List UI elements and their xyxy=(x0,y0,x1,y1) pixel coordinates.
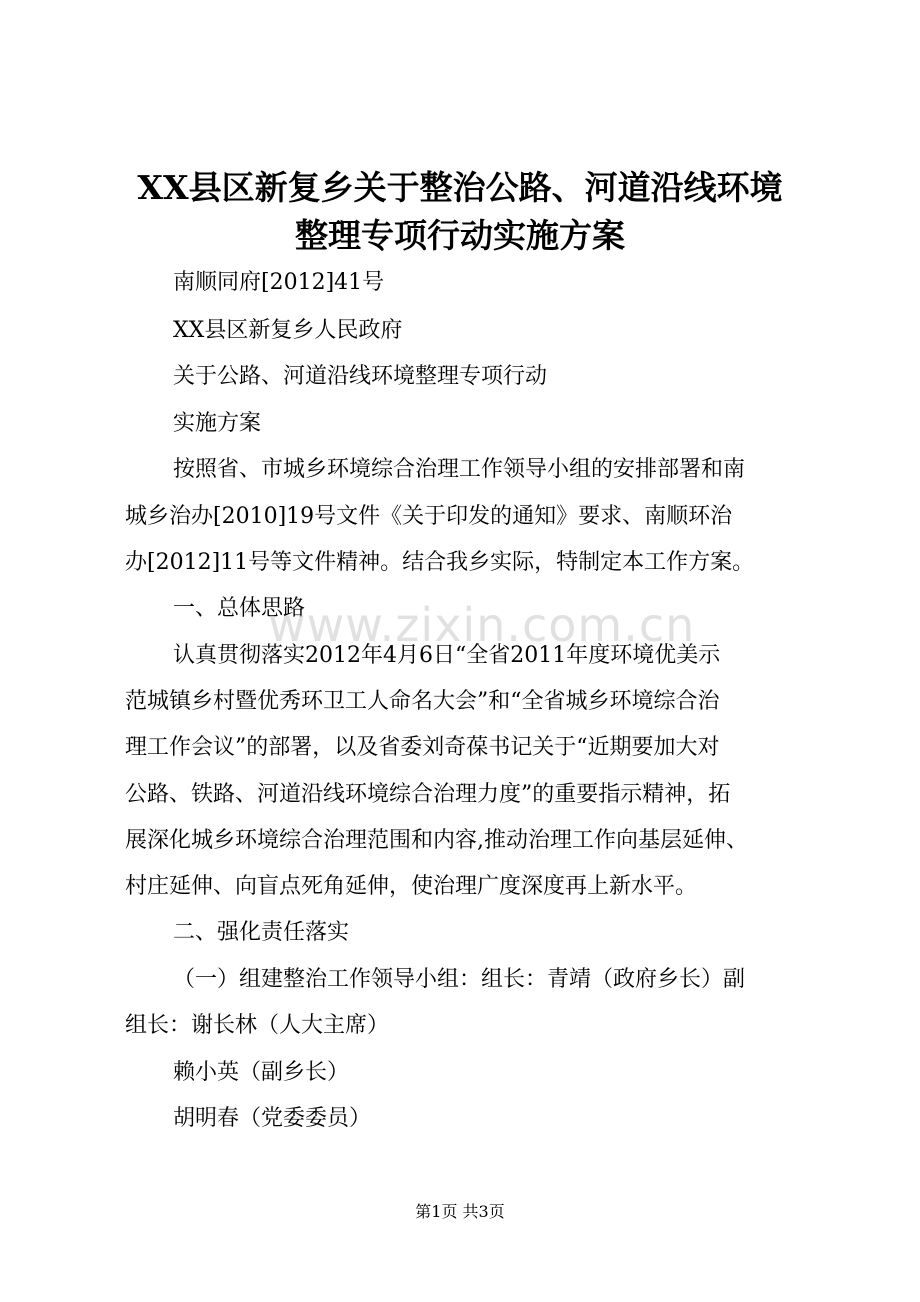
subject-line-2: 实施方案 xyxy=(173,411,262,436)
paragraph-line: （一）组建整治工作领导小组：组长：青靖（政府乡长）副 xyxy=(173,967,746,992)
member-line: 赖小英（副乡长） xyxy=(173,1060,350,1085)
page-footer: 第1页 共3页 xyxy=(415,1202,505,1221)
document-title-line-2: 整理专项行动实施方案 xyxy=(295,216,625,255)
paragraph-line: 认真贯彻落实2012年4月6日“全省2011年度环境优美示 xyxy=(173,643,721,668)
paragraph-line: 展深化城乡环境综合治理范围和内容,推动治理工作向基层延伸、 xyxy=(125,828,748,853)
watermark: www.zixin.com.cn xyxy=(268,598,696,652)
paragraph-line: 组长：谢长林（人大主席） xyxy=(125,1013,390,1038)
document-number: 南顺同府[2012]41号 xyxy=(173,270,385,295)
member-line: 胡明春（党委委员） xyxy=(173,1106,372,1131)
paragraph-line: 村庄延伸、向盲点死角延伸，使治理广度深度再上新水平。 xyxy=(125,874,698,899)
section-heading: 二、强化责任落实 xyxy=(173,920,350,945)
document-title-line-1: XX县区新复乡关于整治公路、河道沿线环境 xyxy=(137,168,783,207)
paragraph-line: 理工作会议”的部署，以及省委刘奇葆书记关于“近期要加大对 xyxy=(125,735,720,760)
paragraph-line: 城乡治办[2010]19号文件《关于印发的通知》要求、南顺环治 xyxy=(125,504,733,529)
subject-line: 关于公路、河道沿线环境整理专项行动 xyxy=(173,364,548,389)
paragraph-line: 公路、铁路、河道沿线环境综合治理力度”的重要指示精神，拓 xyxy=(125,782,731,807)
issuer-line: XX县区新复乡人民政府 xyxy=(173,318,403,343)
paragraph-line: 办[2012]11号等文件精神。结合我乡实际，特制定本工作方案。 xyxy=(125,550,755,575)
paragraph-line: 按照省、市城乡环境综合治理工作领导小组的安排部署和南 xyxy=(173,457,746,482)
paragraph-line: 范城镇乡村暨优秀环卫工人命名大会”和“全省城乡环境综合治 xyxy=(125,689,720,714)
section-heading: 一、总体思路 xyxy=(173,596,306,621)
